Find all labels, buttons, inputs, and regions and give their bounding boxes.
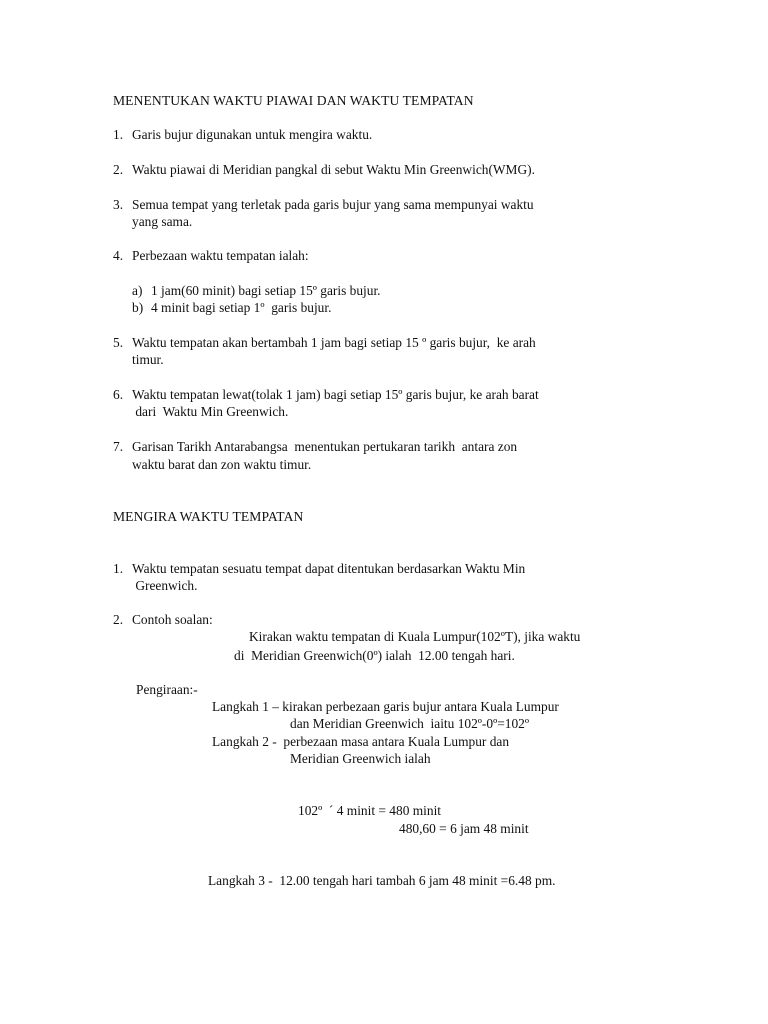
item-number: 7.: [113, 439, 124, 454]
item-text: Waktu piawai di Meridian pangkal di sebut Waktu Min Greenwich(WMG).: [132, 162, 535, 177]
langkah-2: Langkah 2 - perbezaan masa antara Kuala Lumpur dan: [212, 734, 510, 749]
calculation-line: 480,60 = 6 jam 48 minit: [399, 821, 529, 836]
calculation-line: 102º ´ 4 minit = 480 minit: [298, 803, 442, 818]
item-text: Waktu tempatan lewat(tolak 1 jam) bagi setiap 15º garis bujur, ke arah barat: [132, 387, 539, 402]
item-text: Waktu tempatan sesuatu tempat dapat ditentukan berdasarkan Waktu Min: [132, 561, 526, 576]
item-text: Garisan Tarikh Antarabangsa menentukan pertukaran tarikh antara zon: [132, 439, 518, 454]
section-heading-2: MENGIRA WAKTU TEMPATAN: [113, 509, 304, 524]
langkah-1: Langkah 1 – kirakan perbezaan garis bujur antara Kuala Lumpur: [212, 699, 559, 714]
item-text: timur.: [132, 352, 164, 367]
item-number: 1.: [113, 127, 124, 142]
item-text: waktu barat dan zon waktu timur.: [132, 457, 312, 472]
item-text: Contoh soalan:: [132, 612, 213, 627]
langkah-2-cont: Meridian Greenwich ialah: [290, 751, 431, 766]
question-text: di Meridian Greenwich(0º) ialah 12.00 tengah hari.: [234, 648, 515, 663]
item-text: Perbezaan waktu tempatan ialah:: [132, 248, 309, 263]
langkah-1-cont: dan Meridian Greenwich iaitu 102º-0º=102º: [290, 716, 530, 731]
section-heading-1: MENENTUKAN WAKTU PIAWAI DAN WAKTU TEMPATAN: [113, 93, 474, 108]
item-text: Garis bujur digunakan untuk mengira waktu.: [132, 127, 373, 142]
item-number: 2.: [113, 612, 124, 627]
item-text: dari Waktu Min Greenwich.: [132, 404, 289, 419]
item-text: yang sama.: [132, 214, 193, 229]
item-number: 1.: [113, 561, 124, 576]
subitem-text: 1 jam(60 minit) bagi setiap 15º garis bujur.: [151, 283, 381, 298]
subitem-label: b): [132, 300, 144, 315]
subitem-text: 4 minit bagi setiap 1º garis bujur.: [151, 300, 332, 315]
langkah-3: Langkah 3 - 12.00 tengah hari tambah 6 jam 48 minit =6.48 pm.: [208, 873, 556, 888]
subitem-label: a): [132, 283, 143, 298]
item-number: 2.: [113, 162, 124, 177]
question-text: Kirakan waktu tempatan di Kuala Lumpur(102ºT), jika waktu: [249, 629, 581, 644]
item-text: Semua tempat yang terletak pada garis bujur yang sama mempunyai waktu: [132, 197, 534, 212]
pengiraan-label: Pengiraan:-: [136, 682, 198, 697]
item-number: 5.: [113, 335, 124, 350]
item-text: Greenwich.: [132, 578, 198, 593]
item-number: 4.: [113, 248, 124, 263]
item-number: 6.: [113, 387, 124, 402]
item-number: 3.: [113, 197, 124, 212]
item-text: Waktu tempatan akan bertambah 1 jam bagi setiap 15 º garis bujur, ke arah: [132, 335, 536, 350]
